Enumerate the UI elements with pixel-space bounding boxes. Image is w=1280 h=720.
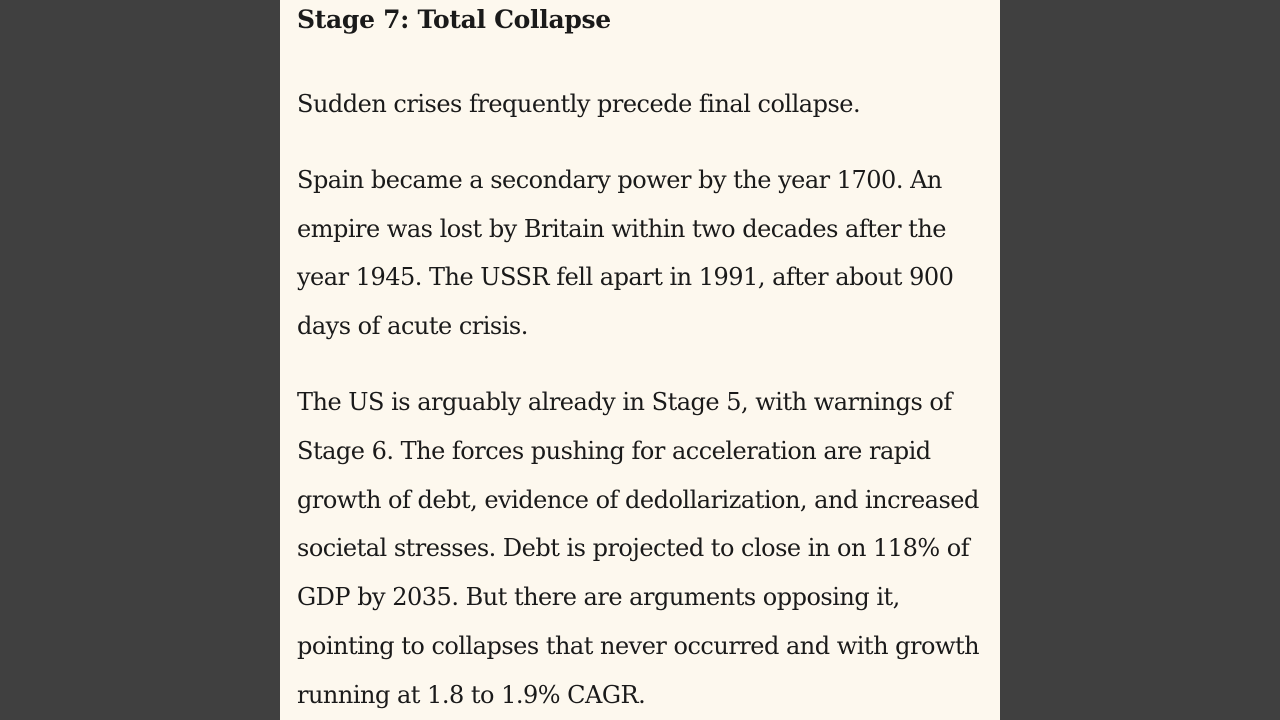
section-heading: Stage 7: Total Collapse [297, 5, 611, 34]
paragraph-2: Spain became a secondary power by the year 1700. An empire was lost by Britain within two decades after the year 1945. The USSR fell apart in 1991, after about 900 days of acute crisis. [297, 165, 954, 341]
article-body [297, 0, 987, 720]
paragraph-1: Sudden crises frequently precede final collapse. [297, 90, 861, 118]
paragraph-3: The US is arguably already in Stage 5, with warnings of Stage 6. The forces pushing for acceleration are rapid growth of debt, evidence of dedollarization, and increased societal stresses. Debt is projected to close in on 118% of GDP by 2035. But there are arguments opposing it, pointing to collapses that never occurred and with growth running at 1.8 to 1.9% CAGR. [297, 387, 980, 709]
document-page [280, 0, 1000, 720]
